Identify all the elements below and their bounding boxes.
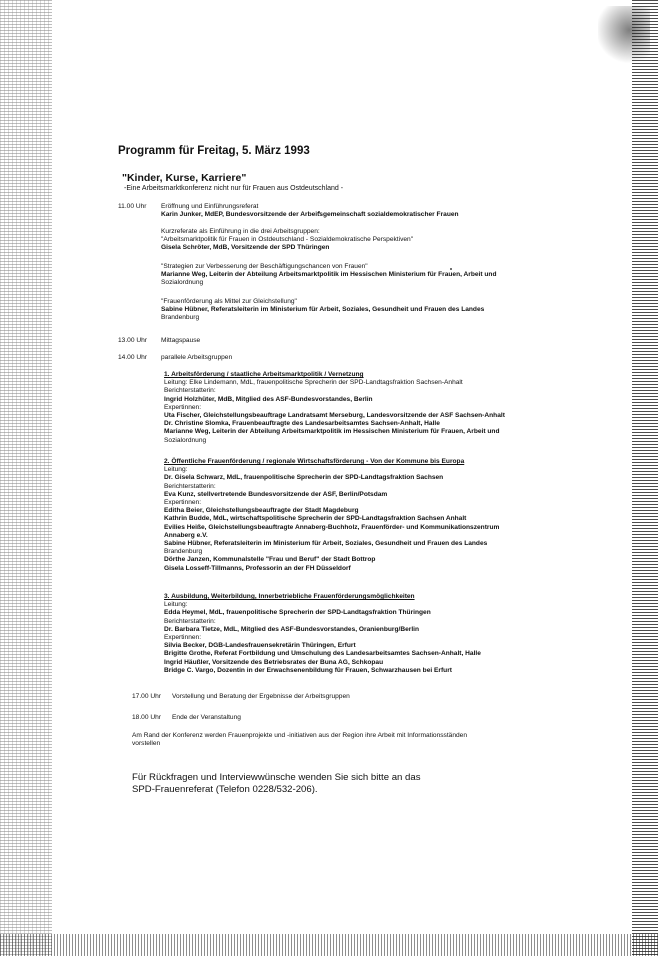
equality-talk-block	[161, 298, 561, 323]
text-line: Berichterstatterin:	[164, 617, 216, 625]
working-group-title: 1. Arbeitsförderung / staatliche Arbeitsmarktpolitik / Vernetzung	[164, 371, 364, 378]
text-line: Leitung:	[164, 601, 188, 609]
text-line: "Strategien zur Verbesserung der Beschäftigungschancen von Frauen"	[161, 263, 368, 270]
speaker-line: Gisela Schröter, MdB, Vorsitzende der SPD Thüringen	[161, 244, 330, 252]
text-line: Expertinnen:	[164, 634, 202, 642]
text-line: Brandenburg	[164, 548, 203, 556]
text-line: Gisela Losseff-Tillmanns, Professorin an der FH Düsseldorf	[164, 564, 351, 572]
time-label: 13.00 Uhr	[118, 337, 147, 344]
text-line: Sozialordnung	[161, 279, 204, 287]
scan-edge-bottom	[0, 934, 658, 956]
working-group-1	[164, 371, 564, 445]
speaker-line: Karin Junker, MdEP, Bundesvorsitzende der Arbeitsgemeinschaft sozialdemokratischer Frauen	[161, 211, 459, 218]
conference-tagline: -Eine Arbeitsmarktkonferenz nicht nur für Frauen aus Ostdeutschland -	[124, 185, 344, 192]
schedule-text: Ende der Veranstaltung	[172, 714, 241, 721]
strategy-talk-block	[161, 263, 561, 288]
time-label: 11.00 Uhr	[118, 203, 147, 210]
page-title: Programm für Freitag, 5. März 1993	[118, 145, 310, 157]
text-line: Bridge C. Vargo, Dozentin in der Erwachsenenbildung für Frauen, Schwarzhausen bei Erfurt	[164, 666, 452, 674]
schedule-text: parallele Arbeitsgruppen	[161, 354, 233, 361]
contact-info	[132, 772, 421, 796]
closing-note	[132, 732, 552, 748]
text-line: Berichterstatterin:	[164, 387, 216, 395]
text-line: Marianne Weg, Leiterin der Abteilung Arbeitsmarktpolitik im Hessischen Ministerium für Frauen, Arbeit und	[164, 428, 500, 436]
text-line: Expertinnen:	[164, 403, 202, 411]
intro-talk-block	[161, 228, 561, 253]
text-line: Edda Heymel, MdL, frauenpolitische Sprecherin der SPD-Landtagsfraktion Thüringen	[164, 609, 431, 617]
text-line: Sabine Hübner, Referatsleiterin im Ministerium für Arbeit, Soziales, Gesundheit und Frauen des Landes	[164, 540, 488, 548]
time-label: 17.00 Uhr	[132, 693, 161, 700]
text-line: "Frauenförderung als Mittel zur Gleichstellung"	[161, 298, 297, 305]
schedule-text: Vorstellung und Beratung der Ergebnisse der Arbeitsgruppen	[172, 693, 350, 700]
time-label: 18.00 Uhr	[132, 714, 161, 721]
text-line: Leitung: Elke Lindemann, MdL, frauenpolitische Sprecherin der SPD-Landtagsfraktion Sachsen-Anhalt	[164, 379, 463, 387]
text-line: Brandenburg	[161, 314, 200, 322]
working-group-title: 3. Ausbildung, Weiterbildung, Innerbetriebliche Frauenförderungsmöglichkeiten	[164, 593, 415, 600]
text-line: Ingrid Holzhüter, MdB, Mitglied des ASF-Bundesvorstandes, Berlin	[164, 395, 373, 403]
speaker-line: Sabine Hübner, Referatsleiterin im Ministerium für Arbeit, Soziales, Gesundheit und Frauen des Landes	[161, 306, 485, 314]
contact-line: SPD-Frauenreferat (Telefon 0228/532-206).	[132, 784, 318, 795]
scan-corner-smudge	[598, 6, 650, 66]
text-line: Kurzreferate als Einführung in die drei Arbeitsgruppen:	[161, 228, 320, 235]
working-group-3	[164, 593, 564, 675]
text-line: Sozialordnung	[164, 436, 207, 444]
text-line: Expertinnen:	[164, 499, 202, 507]
schedule-text: Mittagspause	[161, 337, 201, 344]
text-line: Annaberg e.V.	[164, 531, 208, 539]
text-line: Eva Kunz, stellvertretende Bundesvorsitzende der ASF, Berlin/Potsdam	[164, 490, 388, 498]
text-line: Brigitte Grothe, Referat Fortbildung und Umschulung des Landesarbeitsamtes Sachsen-Anhalt, Halle	[164, 650, 481, 658]
working-group-title: 2. Öffentliche Frauenförderung / regionale Wirtschaftsförderung - Von der Kommune bis Europa	[164, 458, 465, 465]
text-line: Dr. Barbara Tietze, MdL, Mitglied des ASF-Bundesvorstandes, Oranienburg/Berlin	[164, 625, 420, 633]
text-line: Dörthe Janzen, Kommunalstelle "Frau und Beruf" der Stadt Bottrop	[164, 556, 376, 564]
text-line: Leitung:	[164, 466, 188, 474]
scan-edge-left	[0, 0, 52, 956]
text-line: Dr. Christine Slomka, Frauenbeauftragte des Landesarbeitsamtes Sachsen-Anhalt, Halle	[164, 420, 440, 428]
text-line: Dr. Gisela Schwarz, MdL, frauenpolitische Sprecherin der SPD-Landtagsfraktion Sachsen	[164, 474, 444, 482]
contact-line: Für Rückfragen und Interviewwünsche wenden Sie sich bitte an das	[132, 772, 421, 783]
text-line: Am Rand der Konferenz werden Frauenprojekte und -initiativen aus der Region ihre Arbeit mit Informationsständen	[132, 732, 467, 739]
conference-subtitle: "Kinder, Kurse, Karriere"	[122, 172, 247, 184]
text-line: Kathrin Budde, MdL, wirtschaftspolitische Sprecherin der SPD-Landtagsfraktion Sachsen Anhalt	[164, 515, 467, 523]
scan-edge-right	[632, 0, 658, 956]
text-line: "Arbeitsmarktpolitik für Frauen in Ostdeutschland - Sozialdemokratische Perspektiven"	[161, 236, 414, 244]
text-line: Editha Beier, Gleichstellungsbeauftragte der Stadt Magdeburg	[164, 507, 359, 515]
time-label: 14.00 Uhr	[118, 354, 147, 361]
text-line: Ingrid Häußler, Vorsitzende des Betriebsrates der Buna AG, Schkopau	[164, 658, 384, 666]
working-group-2	[164, 458, 564, 573]
schedule-text: Eröffnung und Einführungsreferat	[161, 203, 259, 210]
speaker-line: Marianne Weg, Leiterin der Abteilung Arbeitsmarktpolitik im Hessischen Ministerium für Frauen, Arbeit und	[161, 271, 497, 279]
text-line: Uta Fischer, Gleichstellungsbeauftrage Landratsamt Merseburg, Landesvorsitzende der ASF Sachsen-Anhalt	[164, 412, 505, 420]
text-line: vorstellen	[132, 740, 161, 748]
text-line: Berichterstatterin:	[164, 482, 216, 490]
text-line: Silvia Becker, DGB-Landesfrauensekretärin Thüringen, Erfurt	[164, 642, 356, 650]
text-line: Evilies Heiße, Gleichstellungsbeauftragte Annaberg-Buchholz, Frauenförder- und Kommunikationszentrum	[164, 523, 500, 531]
